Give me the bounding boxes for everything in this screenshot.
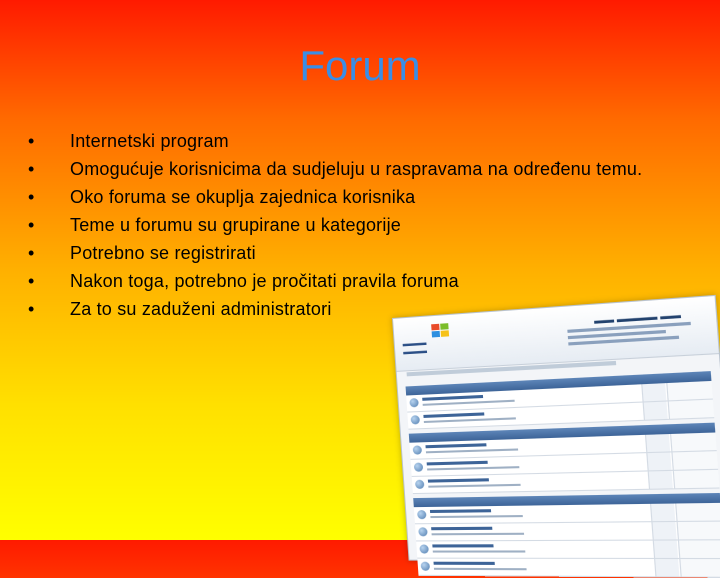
forum-screenshot-title-bar: ▬▬ ▬▬▬▬ ▬▬ xyxy=(593,309,682,326)
bullet-text: Teme u forumu su grupirane u kategorije xyxy=(70,215,401,235)
bullet-text: Internetski program xyxy=(70,131,229,151)
bullet-item xyxy=(28,186,668,209)
forum-screenshot-image xyxy=(392,295,720,561)
bullet-dot: • xyxy=(28,271,35,291)
bullet-item xyxy=(28,214,668,237)
windows-logo-icon: ▬▬▬ ▬▬▬ xyxy=(401,323,451,358)
bullet-dot: • xyxy=(28,131,35,151)
bullet-text: Nakon toga, potrebno je pročitati pravila foruma xyxy=(70,271,459,291)
slide-title: Forum xyxy=(299,42,421,89)
bullet-item xyxy=(28,270,668,293)
bullet-text: Oko foruma se okuplja zajednica korisnika xyxy=(70,187,416,207)
bullet-dot: • xyxy=(28,299,35,319)
bullet-dot: • xyxy=(28,243,35,263)
bullet-text: Za to su zaduženi administratori xyxy=(70,299,332,319)
bullet-dot: • xyxy=(28,215,35,235)
bullet-text: Omogućuje korisnicima da sudjeluju u raspravama na određenu temu. xyxy=(70,159,643,179)
bullet-item xyxy=(28,158,668,181)
bullet-dot: • xyxy=(28,187,35,207)
bullet-item xyxy=(28,130,668,153)
forum-screenshot-row xyxy=(415,522,720,542)
bullet-text: Potrebno se registrirati xyxy=(70,243,256,263)
forum-screenshot-nav-links xyxy=(567,322,692,349)
forum-screenshot-board-list xyxy=(405,367,720,561)
forum-screenshot-row xyxy=(417,559,720,578)
forum-screenshot-row xyxy=(416,540,720,559)
bullet-list xyxy=(28,130,668,326)
bullet-item xyxy=(28,242,668,265)
bullet-dot: • xyxy=(28,159,35,179)
